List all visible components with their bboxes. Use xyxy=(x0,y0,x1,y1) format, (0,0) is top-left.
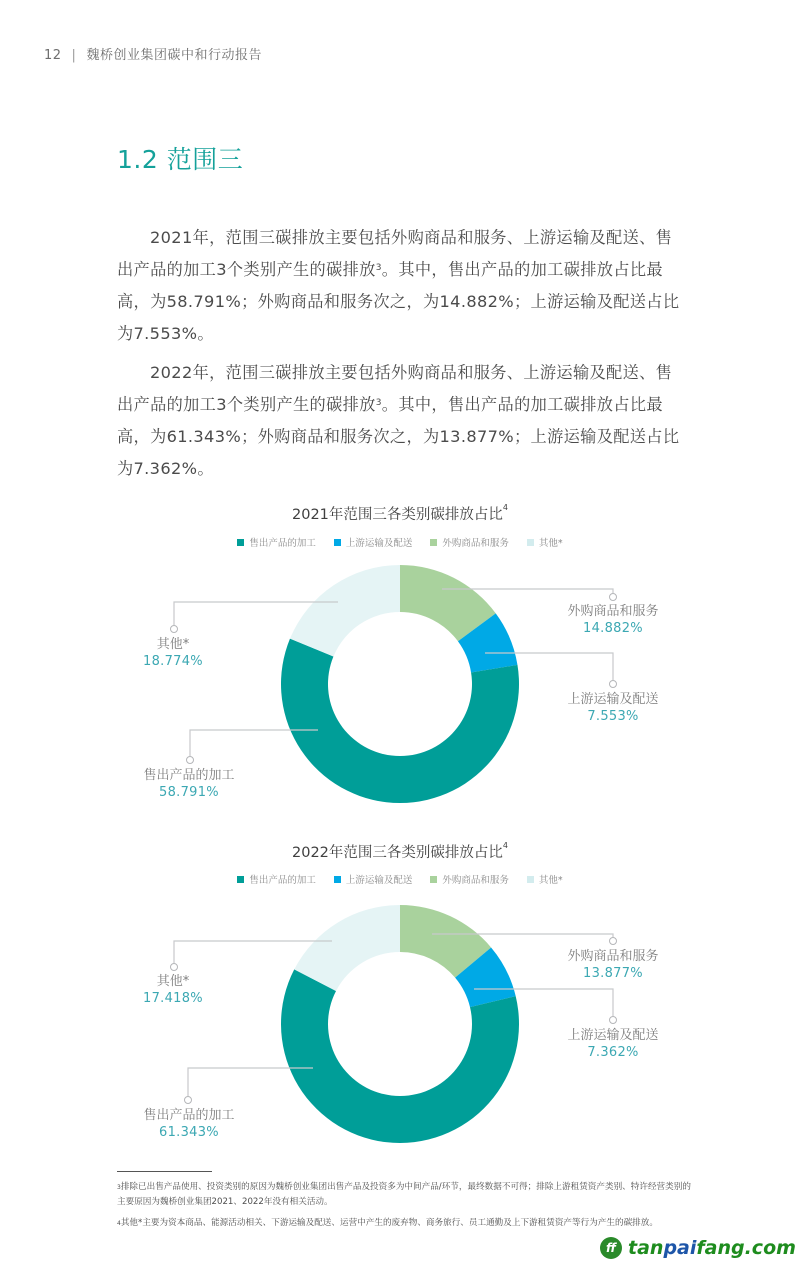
page-number: 12 xyxy=(44,48,62,63)
leader-dot-icon xyxy=(185,1097,192,1104)
chart-legend-2021 xyxy=(0,535,800,549)
paragraph-text: 。其中，售出产品的加工碳排放占比最高，为58.791%；外购商品和服务次之，为14.882%；上游运输及配送占比为7.553%。 xyxy=(117,260,680,343)
legend-item-purchased xyxy=(430,872,509,886)
callout-percent: 18.774% xyxy=(143,654,203,669)
callout-percent: 7.362% xyxy=(587,1045,639,1060)
chart-title-text: 2022年范围三各类别碳排放占比 xyxy=(292,845,503,861)
paragraph-text: 。其中，售出产品的加工碳排放占比最高，为61.343%；外购商品和服务次之，为13.877%；上游运输及配送占比为7.362%。 xyxy=(117,395,680,478)
callout-upstream-2022 xyxy=(555,1027,671,1061)
callout-percent: 17.418% xyxy=(143,991,203,1006)
legend-label: 外购商品和服务 xyxy=(442,538,509,549)
legend-label: 外购商品和服务 xyxy=(442,875,509,886)
paragraph-text: 2021年，范围三碳排放主要包括外购商品和服务、上游运输及配送、售出产品的加工3个类别产生的碳排放 xyxy=(117,228,673,279)
legend-label: 其他* xyxy=(538,538,563,549)
legend-swatch xyxy=(527,539,534,546)
legend-item-other xyxy=(527,872,563,886)
paragraph-2021 xyxy=(117,222,687,350)
callout-label: 其他* xyxy=(156,974,190,989)
legend-swatch xyxy=(237,876,244,883)
donut-segment xyxy=(290,565,400,657)
footnote-ref: 3 xyxy=(375,263,382,273)
leader-dot-icon xyxy=(171,964,178,971)
leader-dot-icon xyxy=(610,681,617,688)
legend-item-purchased xyxy=(430,535,509,549)
legend-item-upstream xyxy=(334,872,413,886)
chart-legend-2022 xyxy=(0,872,800,886)
page-header xyxy=(44,44,262,63)
leader-dot-icon xyxy=(187,757,194,764)
legend-label: 其他* xyxy=(538,875,563,886)
watermark xyxy=(600,1237,796,1259)
callout-processing-2022 xyxy=(130,1107,248,1141)
footnote-marker: 3 xyxy=(117,1184,121,1191)
callout-purchased-2022 xyxy=(555,948,671,982)
callout-label: 其他* xyxy=(156,637,190,652)
legend-swatch xyxy=(430,539,437,546)
callout-percent: 13.877% xyxy=(583,966,643,981)
legend-label: 上游运输及配送 xyxy=(345,875,413,886)
paragraph-2022 xyxy=(117,357,687,485)
footnote-3 xyxy=(117,1180,692,1210)
chart-title-text: 2021年范围三各类别碳排放占比 xyxy=(292,507,503,523)
watermark-text-part: tan xyxy=(628,1237,664,1259)
callout-label: 外购商品和服务 xyxy=(567,949,659,964)
callout-percent: 58.791% xyxy=(159,785,219,800)
legend-item-upstream xyxy=(334,535,413,549)
leader-dot-icon xyxy=(610,938,617,945)
leader-dot-icon xyxy=(610,1017,617,1024)
footnote-ref: 4 xyxy=(502,503,508,512)
watermark-text-part: fang.com xyxy=(696,1237,796,1259)
callout-label: 上游运输及配送 xyxy=(567,692,659,707)
legend-label: 售出产品的加工 xyxy=(249,538,316,549)
callout-purchased-2021 xyxy=(555,603,671,637)
callout-label: 外购商品和服务 xyxy=(567,604,659,619)
footnote-ref: 3 xyxy=(375,398,382,408)
paragraph-text: 2022年，范围三碳排放主要包括外购商品和服务、上游运输及配送、售出产品的加工3个类别产生的碳排放 xyxy=(117,363,673,414)
donut-chart-2021 xyxy=(0,555,800,815)
callout-other-2021 xyxy=(130,636,216,670)
footnote-4 xyxy=(117,1216,692,1231)
chart-title-2021 xyxy=(0,503,800,524)
chart-title-2022 xyxy=(0,841,800,862)
legend-label: 售出产品的加工 xyxy=(249,875,316,886)
legend-swatch xyxy=(527,876,534,883)
legend-swatch xyxy=(334,539,341,546)
callout-other-2022 xyxy=(130,973,216,1007)
callout-percent: 61.343% xyxy=(159,1125,219,1140)
leader-dot-icon xyxy=(171,626,178,633)
header-separator: | xyxy=(71,48,77,63)
callout-processing-2021 xyxy=(130,767,248,801)
footnote-text: 其他*主要为资本商品、能源活动相关、下游运输及配送、运营中产生的废弃物、商务旅行、员工通勤及上下游租赁资产等行为产生的碳排放。 xyxy=(120,1218,658,1228)
legend-item-processing xyxy=(237,872,316,886)
watermark-text-part: pai xyxy=(663,1237,697,1259)
report-title: 魏桥创业集团碳中和行动报告 xyxy=(86,48,262,63)
callout-upstream-2021 xyxy=(555,691,671,725)
watermark-text xyxy=(628,1237,796,1259)
watermark-logo-icon: ff xyxy=(600,1237,622,1259)
legend-swatch xyxy=(430,876,437,883)
legend-item-processing xyxy=(237,535,316,549)
callout-label: 上游运输及配送 xyxy=(567,1028,659,1043)
footnote-marker: 4 xyxy=(117,1220,121,1227)
legend-label: 上游运输及配送 xyxy=(345,538,413,549)
footnote-ref: 4 xyxy=(502,841,508,850)
footnote-text: 排除已出售产品使用、投资类别的原因为魏桥创业集团出售产品及投资多为中间产品/环节，最终数据不可得；排除上游租赁资产类别、特许经营类别的主要原因为魏桥创业集团2021、2022年没有相关活动。 xyxy=(117,1182,691,1207)
leader-dot-icon xyxy=(610,594,617,601)
donut-chart-2022 xyxy=(0,895,800,1155)
callout-label: 售出产品的加工 xyxy=(143,1108,235,1123)
footnote-divider xyxy=(117,1171,212,1172)
section-title: 1.2 范围三 xyxy=(117,145,244,174)
callout-label: 售出产品的加工 xyxy=(143,768,235,783)
callout-percent: 14.882% xyxy=(583,621,643,636)
legend-swatch xyxy=(334,876,341,883)
legend-swatch xyxy=(237,539,244,546)
callout-percent: 7.553% xyxy=(587,709,639,724)
legend-item-other xyxy=(527,535,563,549)
